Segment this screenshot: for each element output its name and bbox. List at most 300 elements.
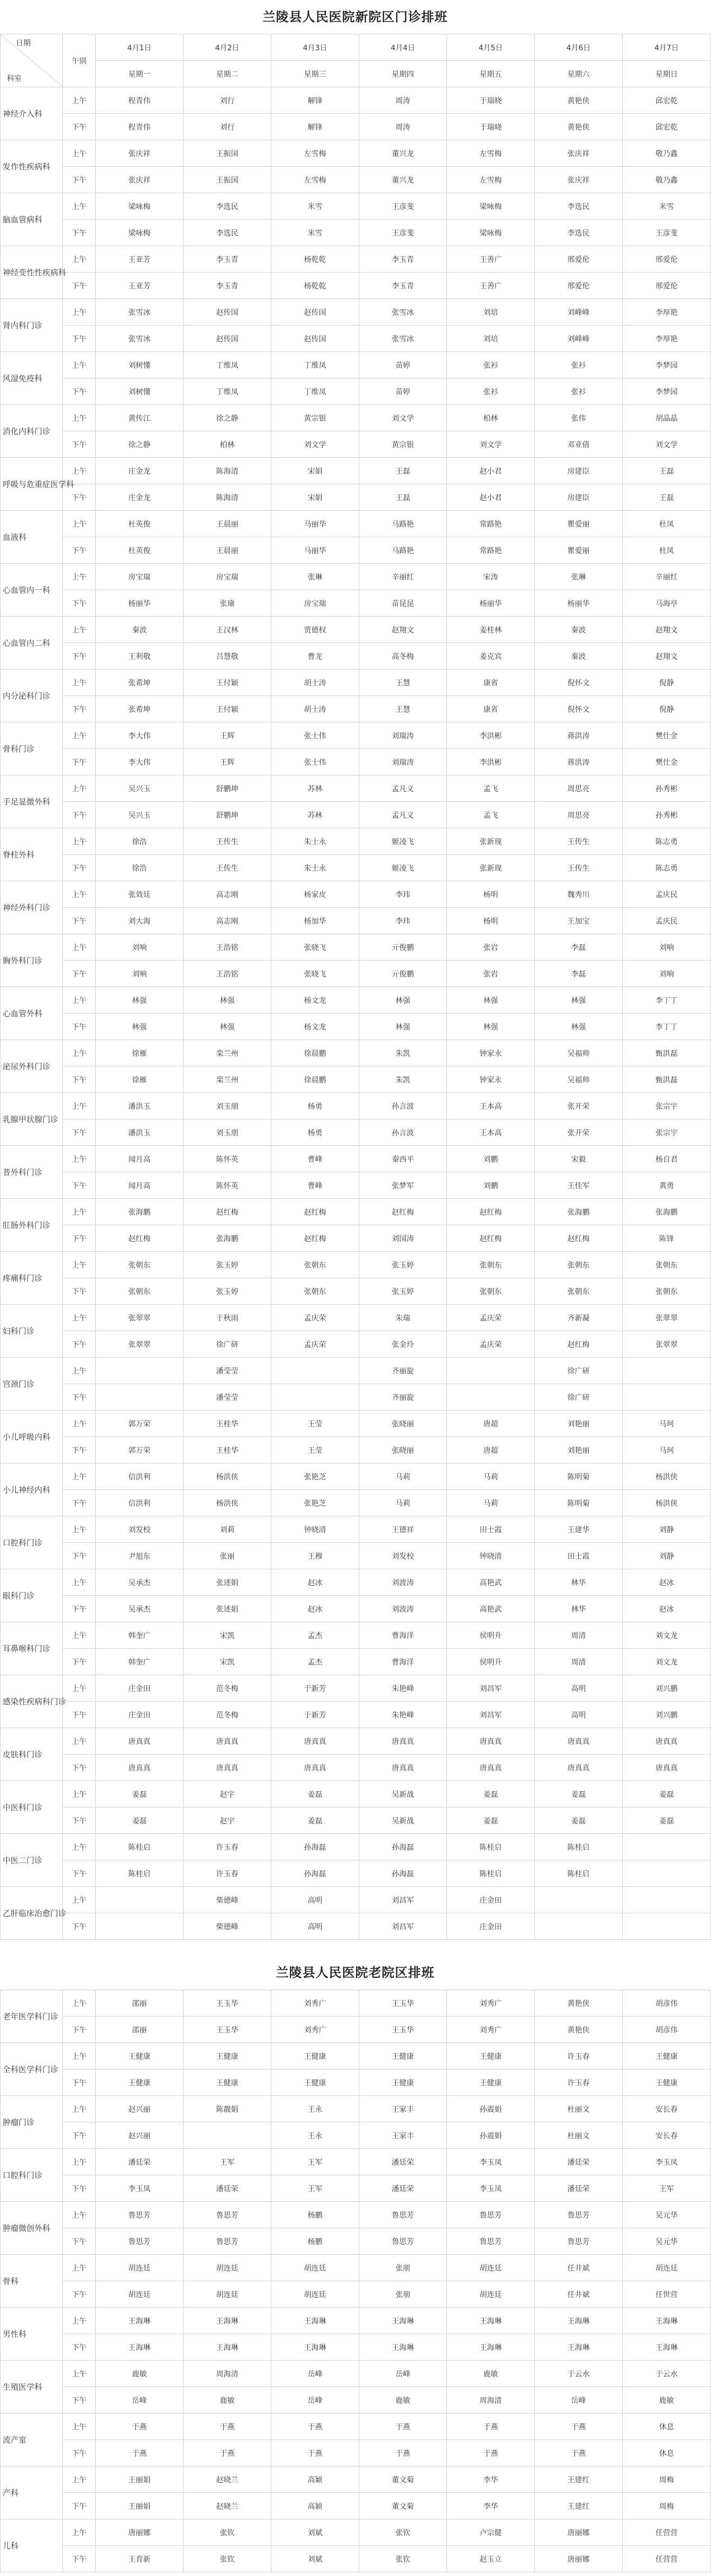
period-cell: 上午 bbox=[63, 193, 96, 220]
doctor-cell: 苏林 bbox=[271, 775, 359, 802]
doctor-cell: 苗婷 bbox=[359, 378, 447, 405]
doctor-cell: 唐真真 bbox=[184, 1755, 271, 1781]
doctor-cell: 王传生 bbox=[535, 828, 623, 855]
period-cell: 下午 bbox=[63, 2175, 96, 2202]
department-name: 小儿神经内科 bbox=[1, 1463, 63, 1516]
table-row bbox=[1, 1516, 711, 1543]
doctor-cell: 岳峰 bbox=[535, 2387, 623, 2414]
department-name: 神经外科门诊 bbox=[1, 881, 63, 934]
doctor-cell: 瞿爱丽 bbox=[535, 537, 623, 564]
doctor-cell: 吴新战 bbox=[359, 1781, 447, 1807]
table-row bbox=[1, 484, 711, 511]
doctor-cell: 鲁思芳 bbox=[447, 2202, 535, 2228]
doctor-cell bbox=[96, 1887, 184, 1913]
table-row bbox=[1, 1887, 711, 1913]
doctor-cell: 赵小君 bbox=[447, 484, 535, 511]
doctor-cell: 陈桂启 bbox=[96, 1834, 184, 1860]
department-name: 流产室 bbox=[1, 2414, 63, 2466]
doctor-cell: 邢爱伦 bbox=[623, 246, 711, 273]
doctor-cell: 胡连廷 bbox=[447, 2281, 535, 2308]
doctor-cell: 杨明 bbox=[447, 881, 535, 908]
doctor-cell: 李玉凤 bbox=[623, 2149, 711, 2175]
doctor-cell: 鹿敏 bbox=[447, 2361, 535, 2387]
doctor-cell: 贾德权 bbox=[271, 617, 359, 643]
doctor-cell: 张朝东 bbox=[535, 1252, 623, 1278]
doctor-cell: 马路艳 bbox=[359, 511, 447, 537]
period-cell: 上午 bbox=[63, 1305, 96, 1331]
doctor-cell: 唐真真 bbox=[623, 1728, 711, 1755]
table-row bbox=[1, 2308, 711, 2334]
doctor-cell: 宋凯 bbox=[184, 1649, 271, 1675]
doctor-cell: 张钦 bbox=[359, 2546, 447, 2572]
doctor-cell: 刘行 bbox=[184, 87, 271, 114]
doctor-cell: 唐真真 bbox=[96, 1755, 184, 1781]
period-cell: 上午 bbox=[63, 140, 96, 167]
doctor-cell: 杨鹏 bbox=[271, 2202, 359, 2228]
date-header: 4月2日 bbox=[184, 34, 271, 61]
doctor-cell: 庄金龙 bbox=[96, 484, 184, 511]
doctor-cell: 刘发校 bbox=[96, 1516, 184, 1543]
table-row bbox=[1, 193, 711, 220]
doctor-cell: 信洪利 bbox=[96, 1463, 184, 1490]
weekday-header: 星期五 bbox=[447, 61, 535, 87]
table-row bbox=[1, 1384, 711, 1411]
period-cell: 下午 bbox=[63, 749, 96, 775]
doctor-cell: 潘廷荣 bbox=[96, 2149, 184, 2175]
doctor-cell: 杜丽文 bbox=[535, 2096, 623, 2122]
doctor-cell: 孟杰 bbox=[271, 1622, 359, 1649]
doctor-cell: 张雪冰 bbox=[96, 326, 184, 352]
department-name: 血液科 bbox=[1, 511, 63, 564]
period-cell: 上午 bbox=[63, 2361, 96, 2387]
doctor-cell: 高明 bbox=[271, 1913, 359, 1940]
doctor-cell: 王军 bbox=[271, 2175, 359, 2202]
doctor-cell: 刘静 bbox=[623, 1543, 711, 1569]
doctor-cell: 王永 bbox=[271, 2096, 359, 2122]
doctor-cell: 杨洪侠 bbox=[184, 1490, 271, 1516]
period-cell: 下午 bbox=[63, 802, 96, 828]
doctor-cell: 陈桂启 bbox=[447, 1834, 535, 1860]
doctor-cell: 董兴龙 bbox=[359, 167, 447, 193]
table-row bbox=[1, 1411, 711, 1437]
doctor-cell: 钟晓清 bbox=[271, 1516, 359, 1543]
doctor-cell: 张玉婷 bbox=[359, 1252, 447, 1278]
doctor-cell: 赵冰 bbox=[623, 1569, 711, 1596]
doctor-cell: 杨鹏 bbox=[271, 2228, 359, 2255]
table-row bbox=[1, 2414, 711, 2440]
doctor-cell: 刘国涛 bbox=[359, 1225, 447, 1252]
doctor-cell: 王付颖 bbox=[184, 696, 271, 722]
doctor-cell: 王海琳 bbox=[359, 2308, 447, 2334]
doctor-cell: 赵翔文 bbox=[359, 617, 447, 643]
doctor-cell: 杨洪侠 bbox=[184, 1463, 271, 1490]
doctor-cell: 张艳芝 bbox=[271, 1490, 359, 1516]
table-row bbox=[1, 1755, 711, 1781]
doctor-cell: 孙秀彬 bbox=[623, 775, 711, 802]
period-cell: 上午 bbox=[63, 405, 96, 431]
doctor-cell: 张丽 bbox=[184, 1543, 271, 1569]
doctor-cell: 任营营 bbox=[623, 2546, 711, 2572]
period-cell: 上午 bbox=[63, 87, 96, 114]
doctor-cell: 朱艳峰 bbox=[359, 1702, 447, 1728]
doctor-cell: 徐雁 bbox=[96, 1066, 184, 1093]
doctor-cell: 张宗宇 bbox=[623, 1119, 711, 1146]
doctor-cell: 宋娟 bbox=[271, 458, 359, 484]
doctor-cell: 胡连廷 bbox=[271, 2255, 359, 2281]
doctor-cell: 黄宗银 bbox=[359, 431, 447, 458]
doctor-cell: 姜磊 bbox=[535, 1807, 623, 1834]
doctor-cell: 张海鹏 bbox=[96, 1199, 184, 1225]
doctor-cell: 庄金田 bbox=[447, 1887, 535, 1913]
doctor-cell: 张晓飞 bbox=[271, 934, 359, 961]
doctor-cell: 王晨丽 bbox=[184, 537, 271, 564]
doctor-cell: 刘培 bbox=[447, 326, 535, 352]
table-row bbox=[1, 1119, 711, 1146]
table-row bbox=[1, 1066, 711, 1093]
doctor-cell: 于燕 bbox=[96, 2440, 184, 2466]
department-name: 中医二门诊 bbox=[1, 1834, 63, 1887]
period-cell: 下午 bbox=[63, 1543, 96, 1569]
doctor-cell: 赵晓兰 bbox=[184, 2493, 271, 2519]
doctor-cell: 刘玉朋 bbox=[184, 1119, 271, 1146]
doctor-cell: 孟飞 bbox=[447, 775, 535, 802]
doctor-cell: 姜磊 bbox=[447, 1807, 535, 1834]
table-row bbox=[1, 881, 711, 908]
doctor-cell: 刘斌 bbox=[271, 2546, 359, 2572]
doctor-cell: 鲁思芳 bbox=[184, 2228, 271, 2255]
doctor-cell: 于燕 bbox=[535, 2414, 623, 2440]
doctor-cell: 马丽华 bbox=[271, 537, 359, 564]
doctor-cell: 庄金田 bbox=[447, 1913, 535, 1940]
doctor-cell: 陈海清 bbox=[184, 458, 271, 484]
doctor-cell: 唐真真 bbox=[359, 1728, 447, 1755]
doctor-cell: 刘兴鹏 bbox=[623, 1675, 711, 1702]
doctor-cell: 亓俊鹏 bbox=[359, 934, 447, 961]
doctor-cell: 张翠翠 bbox=[96, 1331, 184, 1358]
table-row bbox=[1, 2361, 711, 2387]
doctor-cell: 于燕 bbox=[184, 2414, 271, 2440]
doctor-cell: 倪怀文 bbox=[535, 670, 623, 696]
department-name: 耳鼻喉科门诊 bbox=[1, 1622, 63, 1675]
date-header: 4月7日 bbox=[623, 34, 711, 61]
doctor-cell: 王健康 bbox=[447, 2043, 535, 2069]
doctor-cell: 张朝东 bbox=[447, 1252, 535, 1278]
doctor-cell: 鲁思芳 bbox=[184, 2202, 271, 2228]
doctor-cell: 赵冰 bbox=[271, 1596, 359, 1622]
doctor-cell: 徐浩 bbox=[96, 828, 184, 855]
department-name: 心血管内二科 bbox=[1, 617, 63, 670]
doctor-cell: 李华 bbox=[447, 2466, 535, 2493]
table-row bbox=[1, 1225, 711, 1252]
doctor-cell: 甄洪磊 bbox=[623, 1066, 711, 1093]
doctor-cell: 张庆祥 bbox=[96, 167, 184, 193]
doctor-cell: 胡连廷 bbox=[271, 2281, 359, 2308]
period-cell: 上午 bbox=[63, 246, 96, 273]
table-row bbox=[1, 1331, 711, 1358]
doctor-cell: 张晓丽 bbox=[359, 1411, 447, 1437]
doctor-cell: 胡晶晶 bbox=[623, 405, 711, 431]
doctor-cell: 刘响 bbox=[96, 961, 184, 987]
doctor-cell: 王汉林 bbox=[184, 617, 271, 643]
department-name: 骨科 bbox=[1, 2255, 63, 2308]
doctor-cell: 潘洪玉 bbox=[96, 1119, 184, 1146]
table-row bbox=[1, 749, 711, 775]
doctor-cell: 刘艳丽 bbox=[535, 1437, 623, 1463]
doctor-cell: 潘廷荣 bbox=[535, 2149, 623, 2175]
department-name: 发作性疾病科 bbox=[1, 140, 63, 193]
doctor-cell: 赵晓兰 bbox=[184, 2466, 271, 2493]
doctor-cell: 潘廷荣 bbox=[359, 2149, 447, 2175]
period-cell: 下午 bbox=[63, 1278, 96, 1305]
doctor-cell: 周清 bbox=[535, 1649, 623, 1675]
period-cell: 上午 bbox=[63, 1146, 96, 1172]
doctor-cell: 庄金田 bbox=[96, 1675, 184, 1702]
doctor-cell: 钟晓清 bbox=[447, 1543, 535, 1569]
doctor-cell: 王慧 bbox=[359, 670, 447, 696]
doctor-cell: 邓亚倩 bbox=[535, 431, 623, 458]
doctor-cell bbox=[96, 1913, 184, 1940]
doctor-cell: 董文菊 bbox=[359, 2493, 447, 2519]
doctor-cell: 张希坤 bbox=[96, 670, 184, 696]
doctor-cell: 唐真真 bbox=[96, 1728, 184, 1755]
doctor-cell: 林强 bbox=[96, 1014, 184, 1040]
weekday-header: 星期二 bbox=[184, 61, 271, 87]
doctor-cell: 刘玉朋 bbox=[184, 1093, 271, 1119]
department-name: 心血管外科 bbox=[1, 987, 63, 1040]
table-row bbox=[1, 2387, 711, 2414]
doctor-cell: 马珂 bbox=[623, 1437, 711, 1463]
doctor-cell: 姜桂林 bbox=[447, 617, 535, 643]
doctor-cell: 于燕 bbox=[447, 2440, 535, 2466]
table-row bbox=[1, 2228, 711, 2255]
doctor-cell: 秦波 bbox=[535, 643, 623, 670]
department-name: 口腔科门诊 bbox=[1, 1516, 63, 1569]
doctor-cell: 刘波涛 bbox=[359, 1569, 447, 1596]
doctor-cell: 张艳芝 bbox=[271, 1463, 359, 1490]
table-row bbox=[1, 2175, 711, 2202]
doctor-cell: 刘大海 bbox=[96, 908, 184, 934]
doctor-cell: 亓俊鹏 bbox=[359, 961, 447, 987]
doctor-cell: 蒋洪涛 bbox=[535, 722, 623, 749]
doctor-cell: 王海琳 bbox=[184, 2308, 271, 2334]
doctor-cell: 陈怀英 bbox=[184, 1146, 271, 1172]
table-row bbox=[1, 140, 711, 167]
doctor-cell: 米雪 bbox=[271, 220, 359, 246]
period-cell: 上午 bbox=[63, 987, 96, 1014]
doctor-cell: 张士伟 bbox=[271, 749, 359, 775]
doctor-cell: 刘瑞涛 bbox=[359, 722, 447, 749]
table-row bbox=[1, 220, 711, 246]
schedule-title: 兰陵县人民医院老院区排班 bbox=[276, 1965, 435, 1980]
doctor-cell: 李玉青 bbox=[359, 273, 447, 299]
doctor-cell: 王传生 bbox=[184, 855, 271, 881]
table-row bbox=[1, 1990, 711, 2017]
doctor-cell: 程青伟 bbox=[96, 87, 184, 114]
doctor-cell: 陈靓娟 bbox=[184, 2096, 271, 2122]
doctor-cell: 潘廷荣 bbox=[535, 2175, 623, 2202]
doctor-cell: 房宝瑞 bbox=[184, 564, 271, 590]
doctor-cell: 赵宇 bbox=[184, 1781, 271, 1807]
weekday-header: 星期四 bbox=[359, 61, 447, 87]
table-row bbox=[1, 1781, 711, 1807]
doctor-cell: 倪静 bbox=[623, 670, 711, 696]
table-row bbox=[1, 2281, 711, 2308]
doctor-cell: 高颖 bbox=[271, 2493, 359, 2519]
period-cell: 上午 bbox=[63, 670, 96, 696]
doctor-cell: 马海亭 bbox=[623, 590, 711, 617]
doctor-cell: 赵红梅 bbox=[447, 1199, 535, 1225]
doctor-cell: 朱艳峰 bbox=[359, 1675, 447, 1702]
doctor-cell: 秦波 bbox=[96, 617, 184, 643]
doctor-cell: 朱士永 bbox=[271, 828, 359, 855]
doctor-cell: 张瑜 bbox=[184, 590, 271, 617]
doctor-cell: 孙言波 bbox=[359, 1093, 447, 1119]
doctor-cell: 许玉春 bbox=[184, 1834, 271, 1860]
period-cell: 下午 bbox=[63, 855, 96, 881]
doctor-cell: 徐雁 bbox=[96, 1040, 184, 1066]
doctor-cell: 安长春 bbox=[623, 2122, 711, 2149]
doctor-cell: 樊仕金 bbox=[623, 749, 711, 775]
doctor-cell: 王海琳 bbox=[271, 2308, 359, 2334]
doctor-cell: 于燕 bbox=[359, 2440, 447, 2466]
doctor-cell: 米雪 bbox=[271, 193, 359, 220]
doctor-cell: 李玉凤 bbox=[96, 2175, 184, 2202]
doctor-cell: 王玉华 bbox=[359, 2017, 447, 2043]
doctor-cell: 魏秀川 bbox=[535, 881, 623, 908]
period-cell: 上午 bbox=[63, 1199, 96, 1225]
department-name: 手足显微外科 bbox=[1, 775, 63, 828]
period-cell: 下午 bbox=[63, 431, 96, 458]
doctor-cell: 王辉 bbox=[184, 749, 271, 775]
period-cell: 下午 bbox=[63, 1702, 96, 1728]
doctor-cell: 刘文龙 bbox=[623, 1622, 711, 1649]
doctor-cell: 李梦园 bbox=[623, 352, 711, 378]
doctor-cell: 张朝东 bbox=[271, 1252, 359, 1278]
doctor-cell: 徐广研 bbox=[535, 1384, 623, 1411]
doctor-cell: 王海琳 bbox=[359, 2334, 447, 2361]
doctor-cell: 孟庆荣 bbox=[447, 1305, 535, 1331]
table-row bbox=[1, 1543, 711, 1569]
doctor-cell: 张士伟 bbox=[271, 722, 359, 749]
doctor-cell: 孟凡义 bbox=[359, 802, 447, 828]
doctor-cell: 邱宏乾 bbox=[623, 87, 711, 114]
doctor-cell bbox=[271, 1358, 359, 1384]
doctor-cell: 孙海磊 bbox=[271, 1834, 359, 1860]
table-row bbox=[1, 511, 711, 537]
doctor-cell: 李洪彬 bbox=[447, 722, 535, 749]
doctor-cell: 韩奎广 bbox=[96, 1649, 184, 1675]
table-row bbox=[1, 2334, 711, 2361]
doctor-cell: 齐丽旋 bbox=[359, 1358, 447, 1384]
doctor-cell: 敬乃鑫 bbox=[623, 167, 711, 193]
doctor-cell: 梁咏梅 bbox=[447, 193, 535, 220]
table-row bbox=[1, 908, 711, 934]
doctor-cell: 张翠翠 bbox=[96, 1305, 184, 1331]
doctor-cell: 徐晨鹏 bbox=[271, 1066, 359, 1093]
period-cell: 下午 bbox=[63, 1384, 96, 1411]
doctor-cell: 黄艳侠 bbox=[535, 2017, 623, 2043]
doctor-cell: 梁咏梅 bbox=[447, 220, 535, 246]
doctor-cell: 邢爱伦 bbox=[623, 273, 711, 299]
doctor-cell: 马莉 bbox=[359, 1490, 447, 1516]
doctor-cell: 胡连廷 bbox=[96, 2281, 184, 2308]
doctor-cell: 张庆祥 bbox=[535, 167, 623, 193]
doctor-cell: 于新芳 bbox=[271, 1702, 359, 1728]
doctor-cell: 王传生 bbox=[535, 855, 623, 881]
doctor-cell: 刘莉 bbox=[184, 1516, 271, 1543]
doctor-cell: 胡连廷 bbox=[623, 2255, 711, 2281]
doctor-cell: 李玮 bbox=[359, 908, 447, 934]
doctor-cell: 周思亮 bbox=[535, 775, 623, 802]
doctor-cell: 张玉婷 bbox=[184, 1252, 271, 1278]
table-row bbox=[1, 1649, 711, 1675]
department-name: 宫颈门诊 bbox=[1, 1358, 63, 1411]
doctor-cell: 杨丽华 bbox=[535, 590, 623, 617]
weekday-header: 星期六 bbox=[535, 61, 623, 87]
doctor-cell: 周梅 bbox=[623, 2493, 711, 2519]
doctor-cell: 王军 bbox=[623, 2175, 711, 2202]
period-cell: 下午 bbox=[63, 2122, 96, 2149]
doctor-cell: 常路艳 bbox=[447, 537, 535, 564]
doctor-cell: 房建臣 bbox=[535, 484, 623, 511]
doctor-cell: 唐真真 bbox=[447, 1728, 535, 1755]
doctor-cell: 胡连廷 bbox=[96, 2255, 184, 2281]
doctor-cell: 房建臣 bbox=[535, 458, 623, 484]
doctor-cell: 王海琳 bbox=[623, 2308, 711, 2334]
date-header: 4月4日 bbox=[359, 34, 447, 61]
doctor-cell: 张效廷 bbox=[96, 881, 184, 908]
table-row bbox=[1, 590, 711, 617]
doctor-cell: 王亚芳 bbox=[96, 246, 184, 273]
doctor-cell: 李选民 bbox=[535, 220, 623, 246]
doctor-cell: 孙海磊 bbox=[359, 1860, 447, 1887]
doctor-cell: 刘文龙 bbox=[623, 1649, 711, 1675]
doctor-cell: 王海琳 bbox=[623, 2334, 711, 2361]
doctor-cell: 杨文龙 bbox=[271, 987, 359, 1014]
doctor-cell bbox=[447, 1384, 535, 1411]
department-name: 妇科门诊 bbox=[1, 1305, 63, 1358]
doctor-cell: 王利敬 bbox=[96, 643, 184, 670]
period-cell: 上午 bbox=[63, 1990, 96, 2017]
period-cell: 上午 bbox=[63, 2149, 96, 2175]
doctor-cell: 梁咏梅 bbox=[96, 193, 184, 220]
doctor-cell: 朱凯 bbox=[359, 1040, 447, 1066]
period-cell: 上午 bbox=[63, 564, 96, 590]
table-row bbox=[1, 1199, 711, 1225]
doctor-cell: 王海琳 bbox=[535, 2308, 623, 2334]
doctor-cell: 徐浩 bbox=[96, 855, 184, 881]
doctor-cell: 栾兰州 bbox=[184, 1066, 271, 1093]
table-row bbox=[1, 564, 711, 590]
department-name: 中医科门诊 bbox=[1, 1781, 63, 1834]
doctor-cell: 孙言波 bbox=[359, 1119, 447, 1146]
doctor-cell: 鲁思芳 bbox=[359, 2228, 447, 2255]
section-spacer bbox=[0, 1940, 710, 1956]
doctor-cell: 赵宇 bbox=[184, 1807, 271, 1834]
doctor-cell: 于燕 bbox=[184, 2440, 271, 2466]
doctor-cell: 王德祥 bbox=[359, 1516, 447, 1543]
doctor-cell: 陈锋 bbox=[623, 1225, 711, 1252]
doctor-cell: 孟庆荣 bbox=[447, 1331, 535, 1358]
doctor-cell: 左雪梅 bbox=[271, 140, 359, 167]
department-name: 乙肝临床治愈门诊 bbox=[1, 1887, 63, 1940]
doctor-cell: 张朝东 bbox=[271, 1278, 359, 1305]
table-row bbox=[1, 431, 711, 458]
doctor-cell: 刘树懂 bbox=[96, 352, 184, 378]
doctor-cell: 刘文学 bbox=[271, 431, 359, 458]
doctor-cell: 刘文学 bbox=[447, 431, 535, 458]
doctor-cell: 潘莹莹 bbox=[184, 1384, 271, 1411]
